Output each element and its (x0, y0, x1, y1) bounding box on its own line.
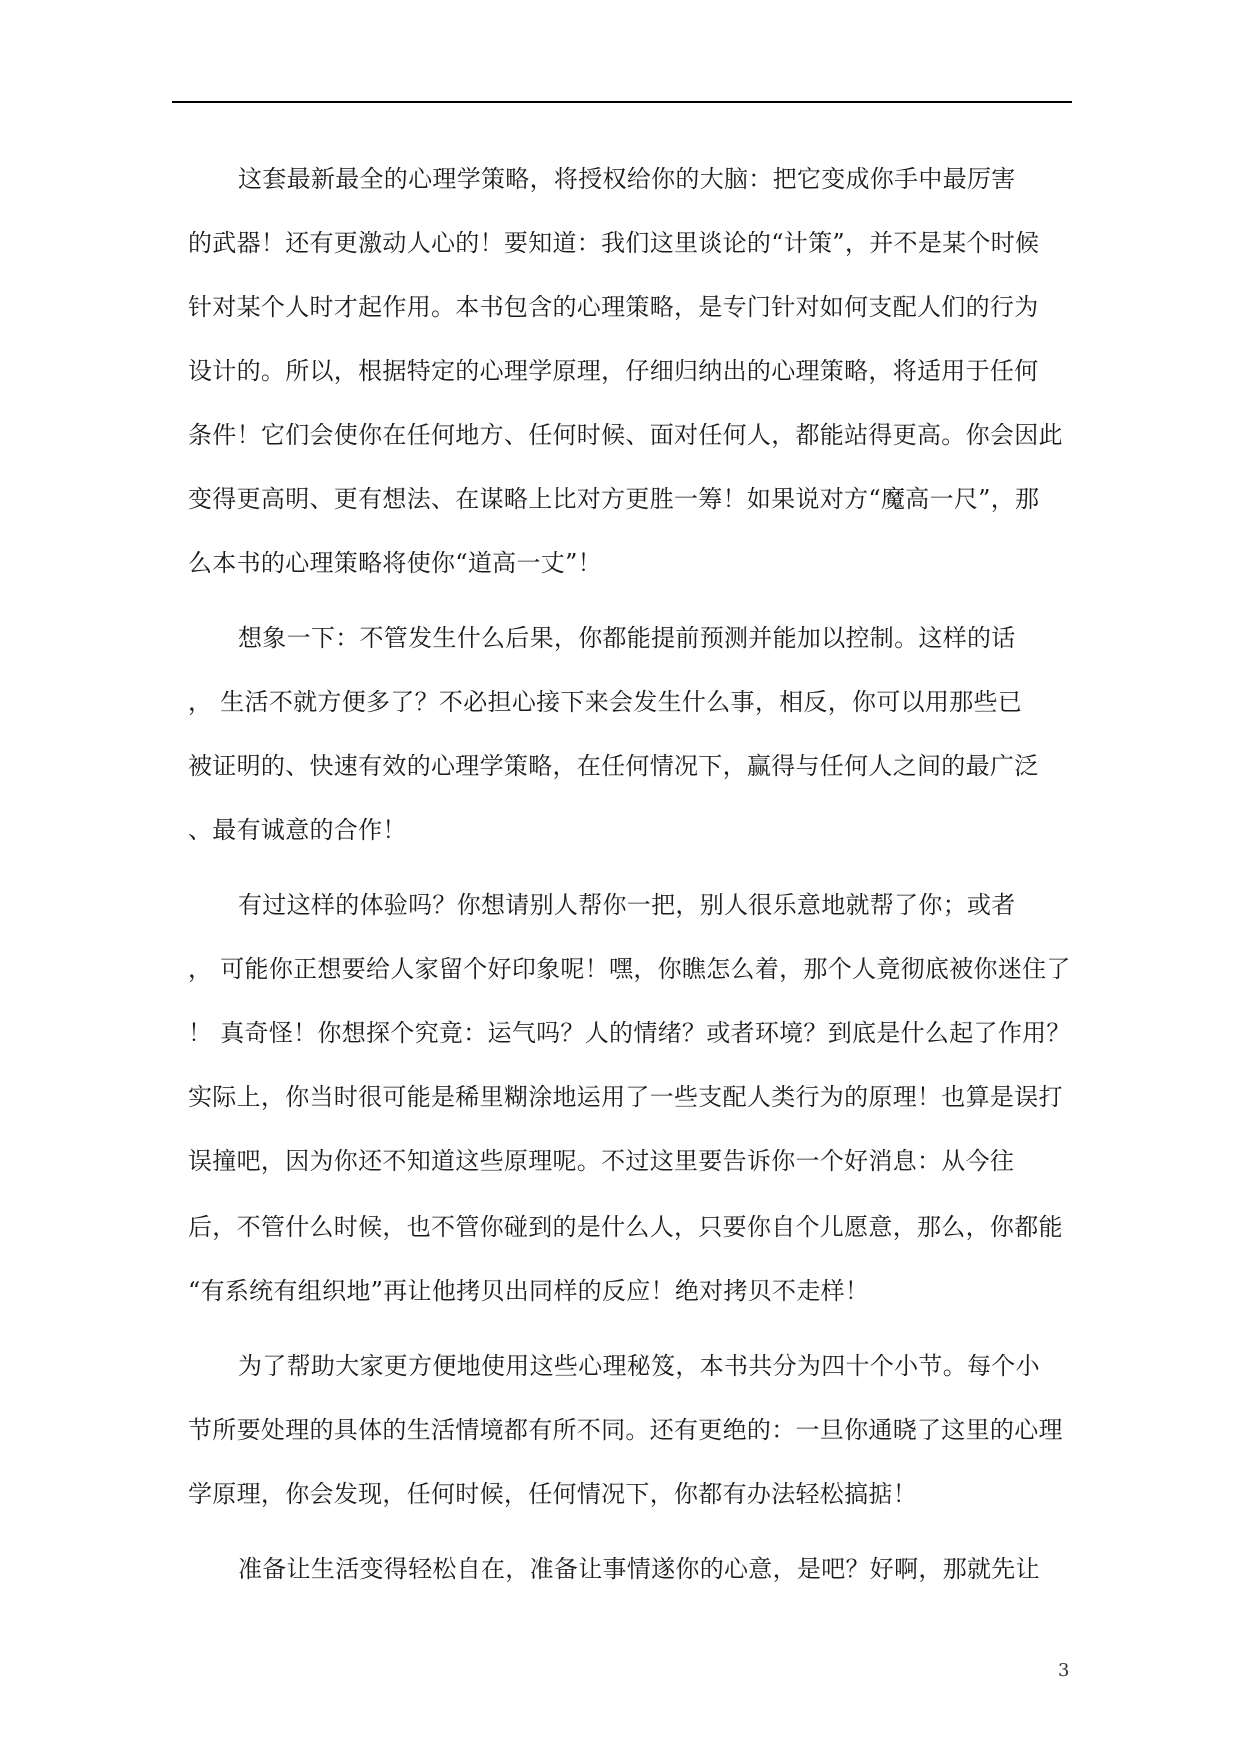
paragraph-line: 学原理，你会发现，任何时候，任何情况下，你都有办法轻松搞掂！ (188, 1480, 917, 1508)
paragraph-line: 为了帮助大家更方便地使用这些心理秘笈，本书共分为四十个小节。每个小 (238, 1352, 1040, 1380)
paragraph-line: 么本书的心理策略将使你“道高一丈”！ (188, 549, 602, 577)
paragraph-line: 变得更高明、更有想法、在谋略上比对方更胜一筹！如果说对方“魔高一尺”，那 (188, 485, 1040, 513)
paragraph-line: 针对某个人时才起作用。本书包含的心理策略，是专门针对如何支配人们的行为 (188, 293, 1039, 321)
paragraph-line: 有过这样的体验吗？你想请别人帮你一把，别人很乐意地就帮了你；或者 (238, 891, 1016, 919)
paragraph-line: ， 可能你正想要给人家留个好印象呢！嘿，你瞧怎么着，那个人竟彻底被你迷住了 (188, 955, 1071, 983)
paragraph-line: 后，不管什么时候，也不管你碰到的是什么人，只要你自个儿愿意，那么，你都能 (188, 1213, 1063, 1241)
paragraph-line: 想象一下：不管发生什么后果，你都能提前预测并能加以控制。这样的话 (238, 624, 1016, 652)
paragraph-line: 的武器！还有更激动人心的！要知道：我们这里谈论的“计策”，并不是某个时候 (188, 229, 1040, 257)
header-rule (172, 101, 1072, 103)
paragraph-line: 这套最新最全的心理学策略，将授权给你的大脑：把它变成你手中最厉害 (238, 165, 1016, 193)
paragraph-line: 条件！它们会使你在任何地方、任何时候、面对任何人，都能站得更高。你会因此 (188, 421, 1063, 449)
paragraph-line: “有系统有组织地”再让他拷贝出同样的反应！绝对拷贝不走样！ (188, 1277, 870, 1305)
page-number: 3 (1058, 1660, 1070, 1681)
paragraph-line: 准备让生活变得轻松自在，准备让事情遂你的心意，是吧？好啊，那就先让 (238, 1555, 1040, 1583)
paragraph-line: 误撞吧，因为你还不知道这些原理呢。不过这里要告诉你一个好消息：从今往 (188, 1147, 1015, 1175)
paragraph-line: ！ 真奇怪！你想探个究竟：运气吗？人的情绪？或者环境？到底是什么起了作用？ (188, 1019, 1071, 1047)
paragraph-line: 被证明的、快速有效的心理学策略，在任何情况下，赢得与任何人之间的最广泛 (188, 752, 1039, 780)
paragraph-line: 、最有诚意的合作！ (188, 816, 407, 844)
paragraph-line: 实际上，你当时很可能是稀里糊涂地运用了一些支配人类行为的原理！也算是误打 (188, 1083, 1063, 1111)
paragraph-line: 节所要处理的具体的生活情境都有所不同。还有更绝的：一旦你通晓了这里的心理 (188, 1416, 1063, 1444)
paragraph-line: 设计的。所以，根据特定的心理学原理，仔细归纳出的心理策略，将适用于任何 (188, 357, 1039, 385)
paragraph-line: ， 生活不就方便多了？不必担心接下来会发生什么事，相反，你可以用那些已 (188, 688, 1023, 716)
